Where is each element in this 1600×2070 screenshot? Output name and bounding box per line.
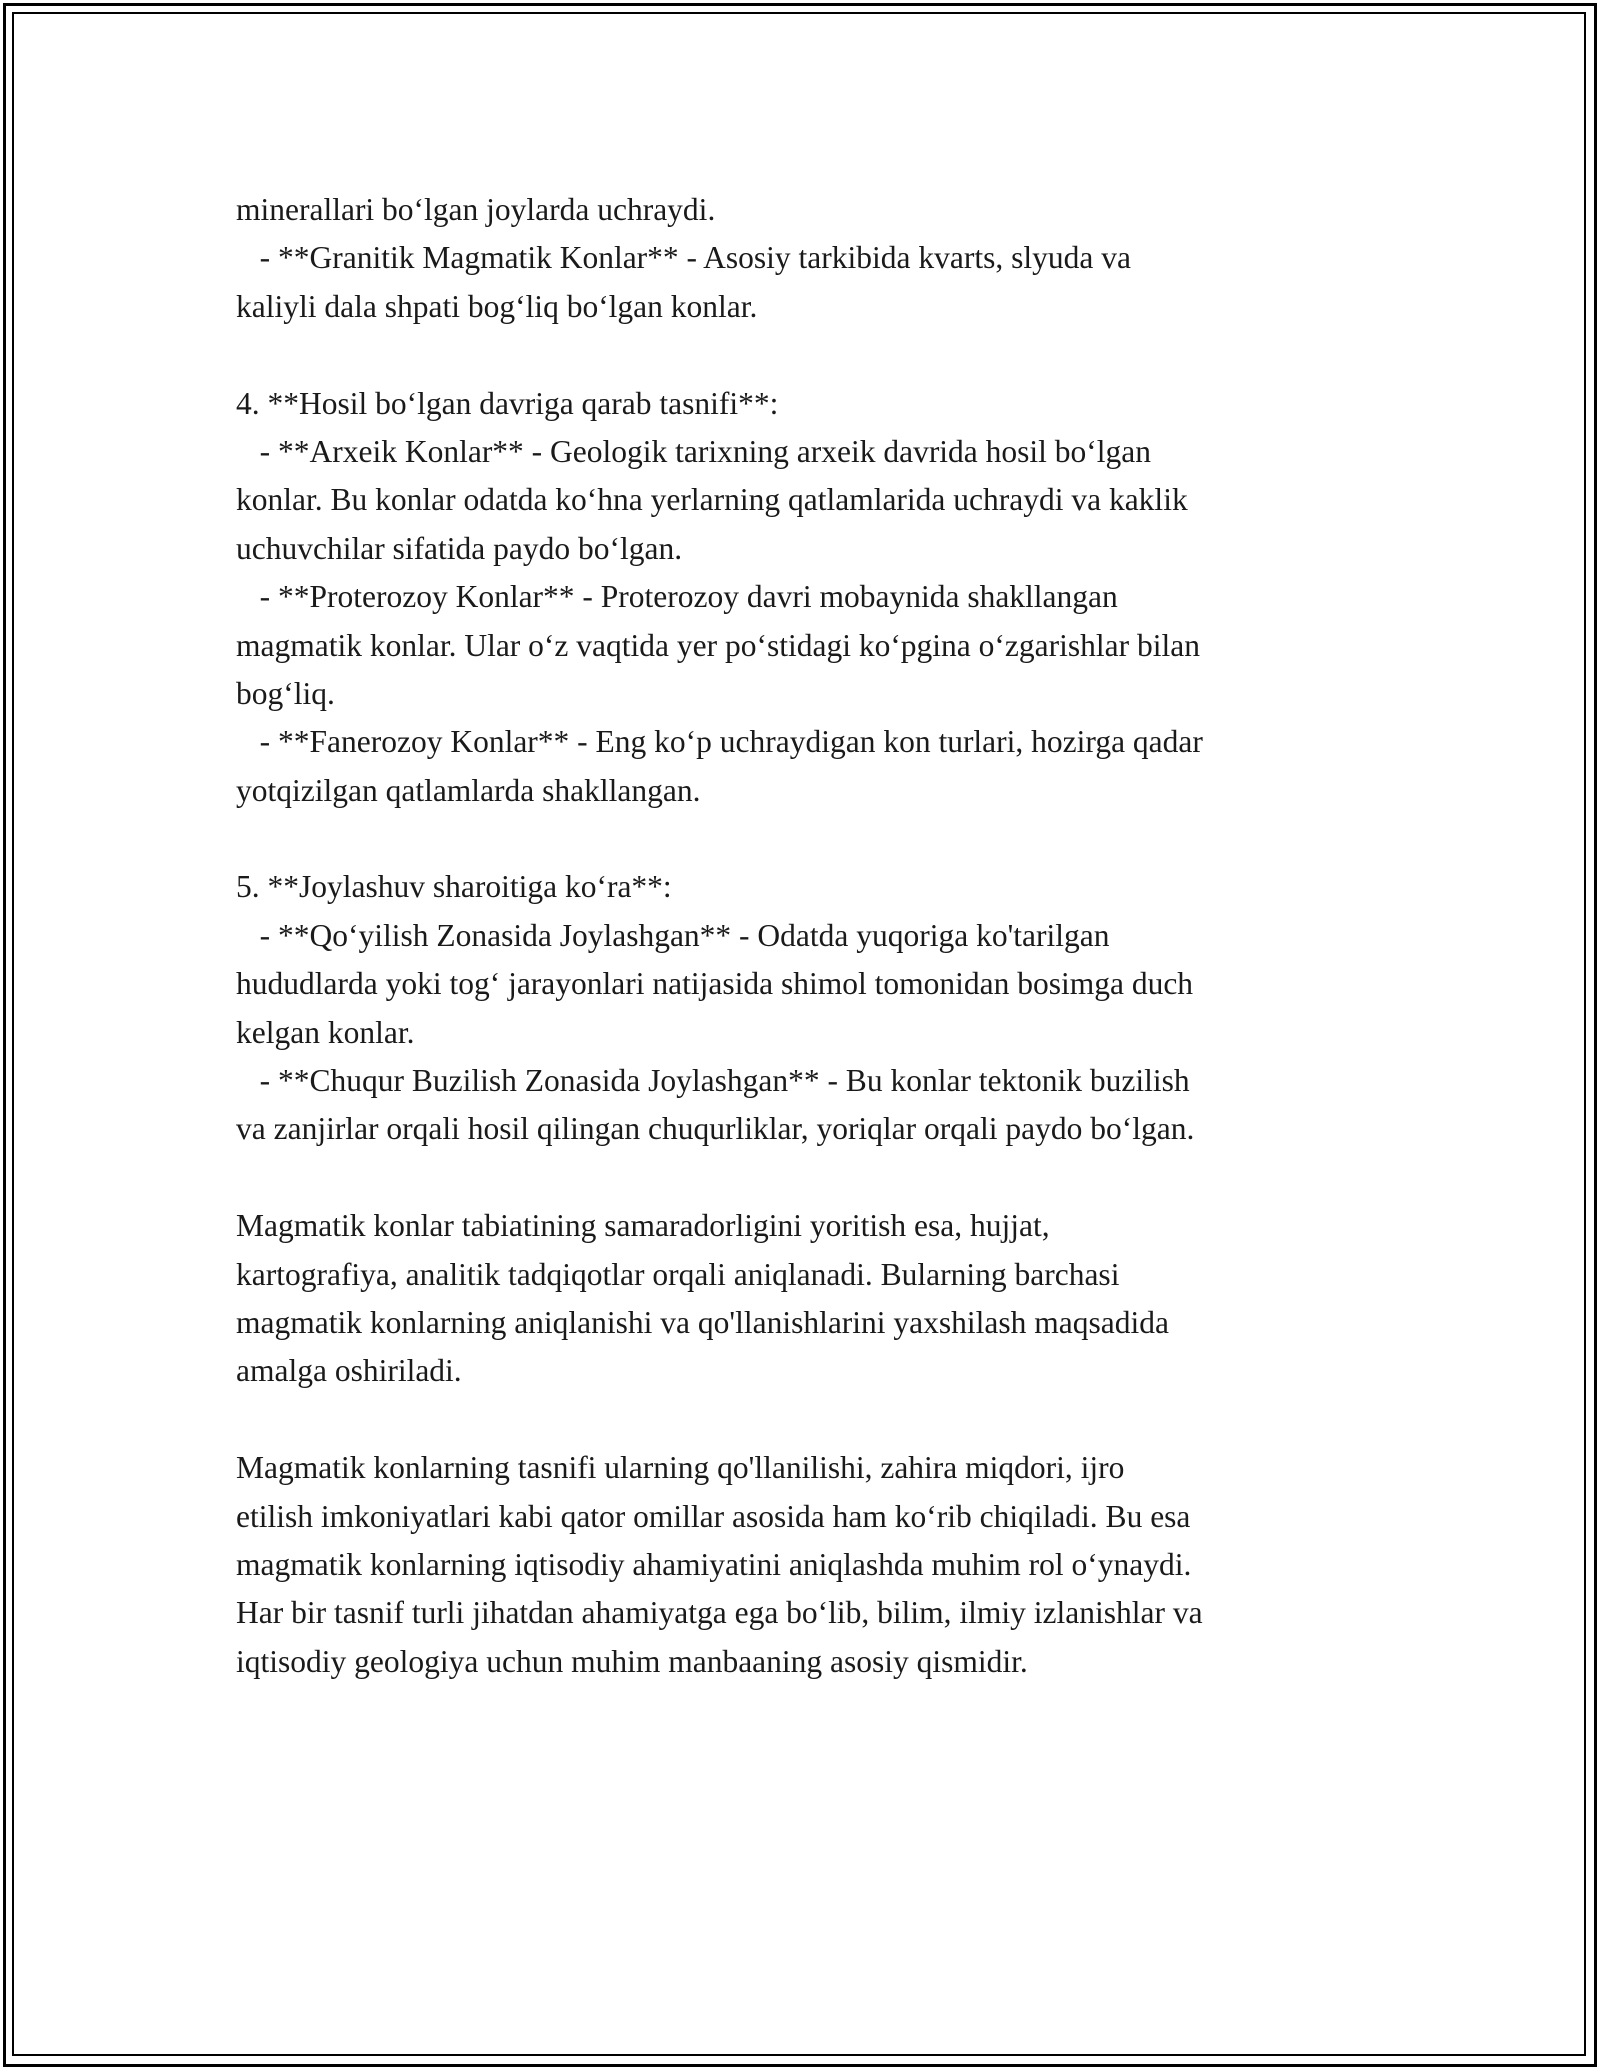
text-line: - **Granitik Magmatik Konlar** - Asosiy tarkibida kvarts, slyuda va [236, 240, 1131, 276]
paragraph-line: iqtisodiy geologiya uchun muhim manbaaning asosiy qismidir. [236, 1643, 1028, 1679]
paragraph-line: kartografiya, analitik tadqiqotlar orqali aniqlanadi. Bularning barchasi [236, 1256, 1120, 1292]
text-line: bog‘liq. [236, 675, 335, 711]
document-body [236, 186, 1386, 1686]
text-line: va zanjirlar orqali hosil qilingan chuqurliklar, yoriqlar orqali paydo bo‘lgan. [236, 1111, 1195, 1147]
paragraph-line: magmatik konlarning aniqlanishi va qo'llanishlarini yaxshilash maqsadida [236, 1304, 1169, 1340]
text-line: kaliyli dala shpati bog‘liq bo‘lgan konlar. [236, 288, 758, 324]
text-line: hududlarda yoki tog‘ jarayonlari natijasida shimol tomonidan bosimga duch [236, 966, 1194, 1002]
text-line: - **Chuqur Buzilish Zonasida Joylashgan** - Bu konlar tektonik buzilish [236, 1063, 1190, 1099]
paragraph-line: amalga oshiriladi. [236, 1353, 462, 1389]
blank-line [236, 815, 1386, 863]
paragraph-line: magmatik konlarning iqtisodiy ahamiyatini aniqlashda muhim rol o‘ynaydi. [236, 1546, 1192, 1582]
text-line: - **Fanerozoy Konlar** - Eng ko‘p uchraydigan kon turlari, hozirga qadar [236, 724, 1203, 760]
text-line: kelgan konlar. [236, 1014, 415, 1050]
paragraph-line: Har bir tasnif turli jihatdan ahamiyatga ega bo‘lib, bilim, ilmiy izlanishlar va [236, 1595, 1203, 1631]
text-line: yotqizilgan qatlamlarda shakllangan. [236, 772, 701, 808]
text-line: minerallari bo‘lgan joylarda uchraydi. [236, 192, 716, 227]
blank-line [236, 331, 1386, 379]
section-heading: 5. **Joylashuv sharoitiga ko‘ra**: [236, 869, 672, 905]
text-line: magmatik konlar. Ular o‘z vaqtida yer po‘stidagi ko‘pgina o‘zgarishlar bilan [236, 627, 1200, 663]
paragraph-line: Magmatik konlarning tasnifi ularning qo'llanilishi, zahira miqdori, ijro [236, 1450, 1125, 1486]
blank-line [236, 1396, 1386, 1444]
text-line: uchuvchilar sifatida paydo bo‘lgan. [236, 530, 683, 566]
paragraph-line: etilish imkoniyatlari kabi qator omillar asosida ham ko‘rib chiqiladi. Bu esa [236, 1498, 1191, 1534]
blank-line [236, 1154, 1386, 1202]
text-line: - **Proterozoy Konlar** - Proterozoy davri mobaynida shakllangan [236, 579, 1118, 615]
text-line: - **Qo‘yilish Zonasida Joylashgan** - Odatda yuqoriga ko'tarilgan [236, 917, 1110, 953]
text-line: konlar. Bu konlar odatda ko‘hna yerlarning qatlamlarida uchraydi va kaklik [236, 482, 1188, 518]
section-heading: 4. **Hosil bo‘lgan davriga qarab tasnifi**: [236, 385, 779, 421]
text-line: - **Arxeik Konlar** - Geologik tarixning arxeik davrida hosil bo‘lgan [236, 433, 1152, 469]
paragraph-line: Magmatik konlar tabiatining samaradorligini yoritish esa, hujjat, [236, 1208, 1050, 1244]
